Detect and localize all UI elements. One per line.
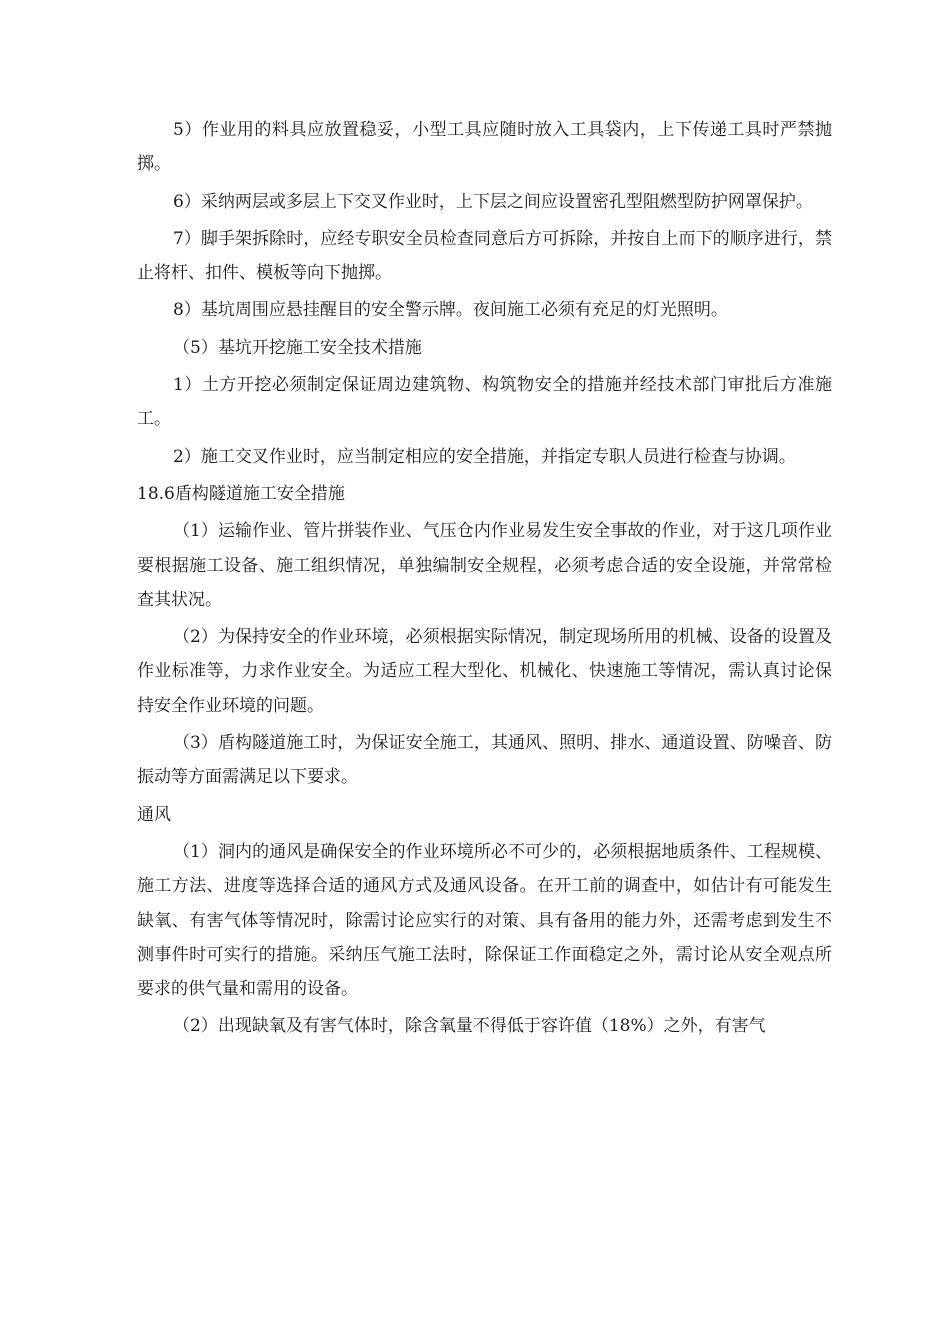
paragraph-excavation-2: 2）施工交叉作业时，应当制定相应的安全措施，并指定专职人员进行检查与协调。	[173, 446, 796, 467]
subsection-heading-excavation: （5）基坑开挖施工安全技术措施	[173, 337, 422, 358]
paragraph-shield-3: （3）盾构隧道施工时，为保证安全施工，其通风、照明、排水、通道设置、防噪音、防振动等方面需满足以下要求。	[137, 733, 832, 788]
paragraph-ventilation-2: （2）出现缺氧及有害气体时，除含氧量不得低于容许值（18%）之外，有害气	[173, 1016, 766, 1037]
paragraph-item-6: 6）采纳两层或多层上下交叉作业时，上下层之间应设置密孔型阻燃型防护网罩保护。	[173, 191, 813, 212]
paragraph-excavation-1: 1）土方开挖必须制定保证周边建筑物、构筑物安全的措施并经技术部门审批后方准施工。	[137, 375, 832, 430]
paragraph-ventilation-1: （1）洞内的通风是确保安全的作业环境所必不可少的，必须根据地质条件、工程规模、施工方法、进度等选择合适的通风方式及通风设备。在开工前的调查中，如估计有可能发生缺氧、有害气体等情况时，除需讨论应实行的对策、具有备用的能力外，还需考虑到发生不测事件时可实行的措施。采纳压气施工法时，除保证工作面稳定之外，需讨论从安全观点所要求的供气量和需用的设备。	[137, 841, 832, 1000]
subheading-ventilation: 通风	[137, 804, 171, 825]
paragraph-shield-2: （2）为保持安全的作业环境，必须根据实际情况，制定现场所用的机械、设备的设置及作业标准等，力求作业安全。为适应工程大型化、机械化、快速施工等情况，需认真讨论保持安全作业环境的问题。	[137, 627, 832, 716]
document-body	[137, 113, 832, 1044]
paragraph-shield-1: （1）运输作业、管片拼装作业、气压仓内作业易发生安全事故的作业，对于这几项作业要根据施工设备、施工组织情况，单独编制安全规程，必须考虑合适的安全设施，并常常检查其状况。	[137, 521, 832, 610]
paragraph-item-7: 7）脚手架拆除时，应经专职安全员检查同意后方可拆除，并按自上而下的顺序进行，禁止将杆、扣件、模板等向下抛掷。	[137, 228, 832, 284]
paragraph-item-8: 8）基坑周围应悬挂醒目的安全警示牌。夜间施工必须有充足的灯光照明。	[173, 300, 728, 321]
paragraph-item-5: 5）作业用的料具应放置稳妥，小型工具应随时放入工具袋内，上下传递工具时严禁抛掷。	[137, 120, 832, 175]
section-heading-18-6: 18.6盾构隧道施工安全措施	[137, 483, 345, 504]
